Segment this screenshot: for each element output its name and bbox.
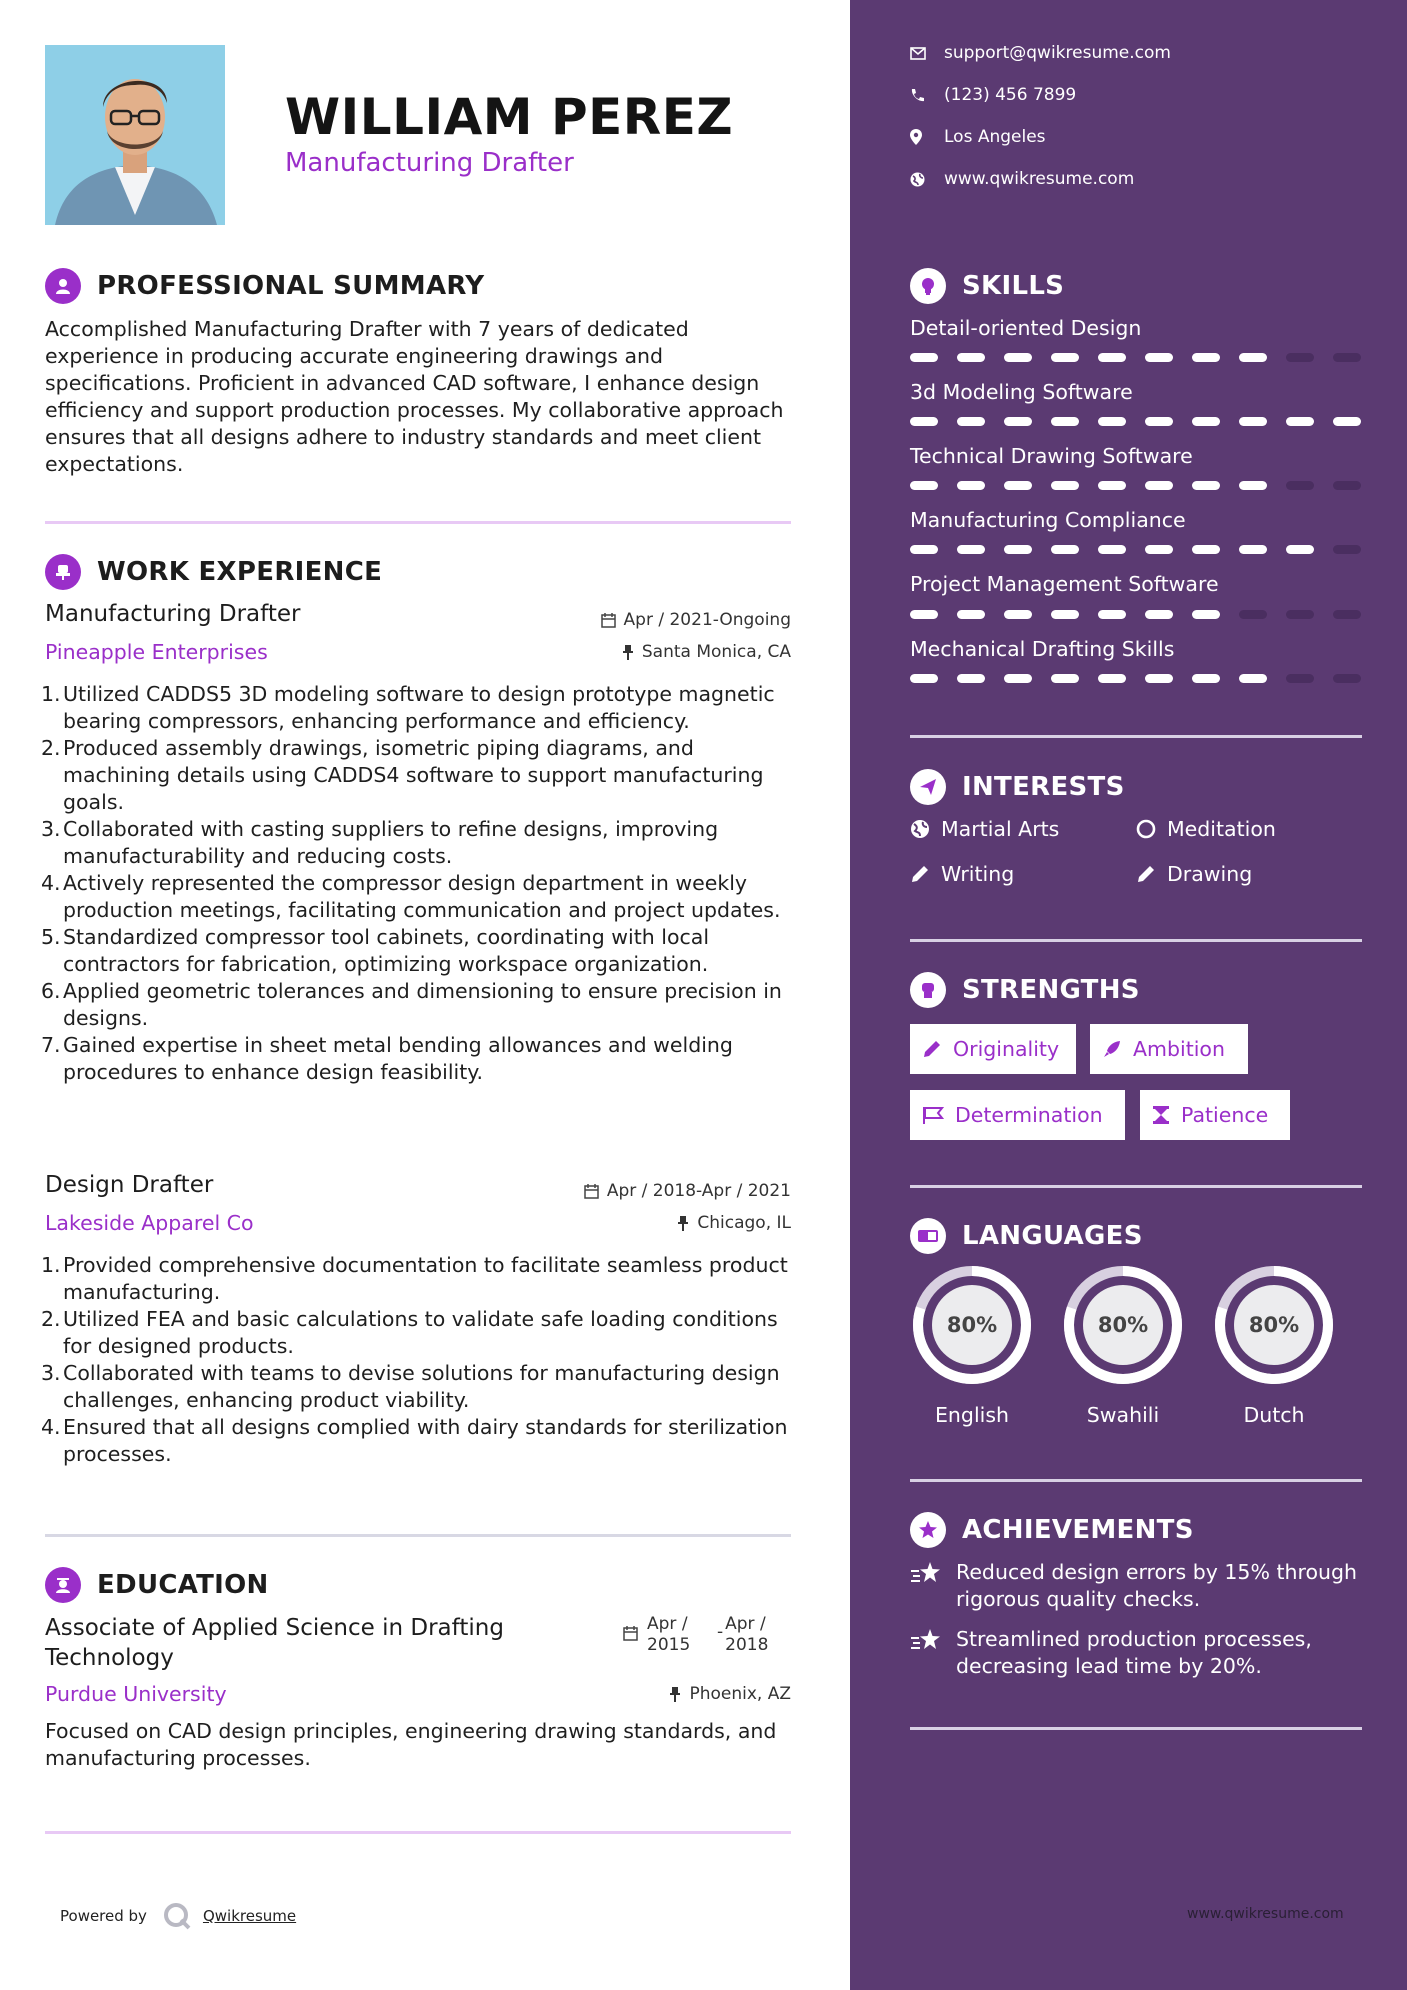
skill-dot-filled [910, 674, 938, 683]
strength-label: Ambition [1133, 1037, 1225, 1061]
achievement-item [910, 1559, 1380, 1613]
edu-dash: - [717, 1622, 724, 1642]
skill-dot-empty [1333, 545, 1361, 554]
skill-dot-filled [957, 674, 985, 683]
paper-plane-icon [910, 769, 946, 805]
languages-title: LANGUAGES [962, 1221, 1143, 1251]
strengths-heading [910, 972, 1140, 1008]
achievements-heading [910, 1512, 1194, 1548]
lightbulb-icon [910, 268, 946, 304]
contact-phone-text: (123) 456 7899 [944, 85, 1077, 105]
skill-dot-filled [1004, 417, 1032, 426]
divider [45, 521, 791, 524]
pencil-icon [910, 864, 930, 884]
divider [45, 1534, 791, 1537]
language-ring [910, 1263, 1034, 1387]
education-dates [623, 1614, 768, 1656]
job-dates-text: Apr / 2018-Apr / 2021 [606, 1181, 791, 1201]
globe-icon [910, 172, 925, 187]
skill-dot-filled [1239, 481, 1267, 490]
language-percent: 80% [1097, 1313, 1149, 1337]
interest-label: Martial Arts [941, 817, 1060, 841]
divider [910, 939, 1362, 942]
job-dates [584, 1181, 791, 1201]
skill-rating [910, 674, 1361, 683]
job-bullets [41, 681, 800, 1086]
language-ring [1212, 1263, 1336, 1387]
education-title: EDUCATION [97, 1570, 269, 1600]
skill-dot-filled [1051, 674, 1079, 683]
skill-dot-empty [1333, 610, 1361, 619]
user-icon [45, 268, 81, 304]
school-name: Purdue University [45, 1682, 227, 1706]
skill-dot-empty [1333, 353, 1361, 362]
skill-dot-filled [1145, 417, 1173, 426]
summary-heading [45, 268, 484, 304]
pencil-icon [1136, 864, 1156, 884]
skill-dot-filled [1098, 417, 1126, 426]
skill-dot-filled [1192, 353, 1220, 362]
list-item: 7. Gained expertise in sheet metal bending allowances and welding procedures to enhance design feasibility. [41, 1033, 733, 1084]
divider [910, 735, 1362, 738]
powered-by [60, 1902, 296, 1930]
job-location [677, 1213, 791, 1233]
job-dates [601, 610, 791, 630]
strength-chip [1140, 1090, 1290, 1140]
languages-heading [910, 1218, 1143, 1254]
skill-dot-filled [1051, 417, 1079, 426]
language-item [1061, 1263, 1185, 1427]
interest-item [1136, 862, 1252, 886]
translate-icon [910, 1218, 946, 1254]
achievement-item [910, 1626, 1380, 1680]
contact-location [910, 127, 1046, 147]
skill-name: Technical Drawing Software [910, 444, 1193, 468]
interest-label: Meditation [1167, 817, 1276, 841]
pin-icon [622, 645, 634, 660]
job-title: Design Drafter [45, 1172, 214, 1198]
contact-website-text: www.qwikresume.com [944, 169, 1135, 189]
skill-dot-filled [1286, 417, 1314, 426]
achievement-text: Streamlined production processes, decreasing lead time by 20%. [956, 1627, 1312, 1678]
candidate-title: Manufacturing Drafter [285, 148, 574, 178]
list-item: 2. Utilized FEA and basic calculations to validate safe loading conditions for designed products. [41, 1307, 778, 1358]
skill-dot-filled [1004, 610, 1032, 619]
interest-item [1136, 817, 1276, 841]
skill-name: Mechanical Drafting Skills [910, 637, 1175, 661]
skill-dot-empty [1286, 610, 1314, 619]
summary-text: Accomplished Manufacturing Drafter with 7 years of dedicated experience in producing accurate engineering drawings and specifications. Proficient in advanced CAD software, I enhance design efficiency and support production processes. My collaborative approach ensures that all designs adhere to industry standards and meet client expectations. [45, 317, 784, 476]
job-title: Manufacturing Drafter [45, 601, 301, 627]
contact-email-text: support@qwikresume.com [944, 43, 1171, 63]
pin-icon [669, 1687, 681, 1702]
skill-dot-filled [1239, 417, 1267, 426]
skill-dot-filled [1004, 545, 1032, 554]
rocket-icon [1102, 1039, 1122, 1059]
achievement-text: Reduced design errors by 15% through rigorous quality checks. [956, 1560, 1357, 1611]
skill-rating [910, 353, 1361, 362]
sidebar [850, 0, 1407, 1990]
skill-dot-empty [1286, 353, 1314, 362]
pencil-icon [922, 1039, 942, 1059]
skill-dot-empty [1333, 674, 1361, 683]
achievements-title: ACHIEVEMENTS [962, 1515, 1194, 1545]
skill-dot-filled [1192, 545, 1220, 554]
interest-label: Drawing [1167, 862, 1253, 886]
interests-heading [910, 769, 1125, 805]
job-company: Lakeside Apparel Co [45, 1211, 254, 1235]
language-percent: 80% [1248, 1313, 1300, 1337]
skill-dot-filled [1051, 545, 1079, 554]
skill-dot-filled [1051, 610, 1079, 619]
skill-dot-filled [1098, 353, 1126, 362]
work-title: WORK EXPERIENCE [97, 557, 383, 587]
skill-dot-empty [1239, 610, 1267, 619]
job-location [622, 642, 791, 662]
language-item [910, 1263, 1034, 1427]
degree-title: Associate of Applied Science in Drafting Technology [45, 1615, 504, 1671]
globe-icon [910, 819, 930, 839]
graduation-icon [45, 1567, 81, 1603]
qwikresume-logo-icon [163, 1902, 191, 1930]
skill-dot-filled [910, 353, 938, 362]
mail-icon [910, 47, 926, 60]
briefcase-icon [45, 554, 81, 590]
list-item: 3. Collaborated with casting suppliers to refine designs, improving manufacturability and reducing costs. [41, 817, 719, 868]
contact-website[interactable] [910, 169, 1134, 189]
skill-dot-filled [957, 481, 985, 490]
skill-dot-filled [957, 353, 985, 362]
edu-start: Apr / 2015 [647, 1614, 691, 1655]
skill-dot-filled [1239, 674, 1267, 683]
interest-item [910, 817, 1059, 841]
skill-dot-filled [957, 610, 985, 619]
location-pin-icon [910, 129, 922, 145]
circle-icon [1136, 819, 1156, 839]
skill-dot-filled [1004, 481, 1032, 490]
skill-dot-empty [1286, 481, 1314, 490]
skill-dot-filled [1051, 353, 1079, 362]
list-item: 6. Applied geometric tolerances and dimensioning to ensure precision in designs. [41, 979, 782, 1030]
skill-dot-filled [1239, 545, 1267, 554]
list-item: 4. Actively represented the compressor design department in weekly production meetings, facilitating communication and project updates. [41, 871, 781, 922]
skill-dot-filled [1145, 481, 1173, 490]
contact-location-text: Los Angeles [944, 127, 1046, 147]
skill-dot-filled [1239, 353, 1267, 362]
education-text: Focused on CAD design principles, engineering drawing standards, and manufacturing processes. [45, 1719, 777, 1770]
skill-name: 3d Modeling Software [910, 380, 1133, 404]
strength-label: Originality [953, 1037, 1060, 1061]
skill-dot-filled [910, 481, 938, 490]
list-item: 4. Ensured that all designs complied with dairy standards for sterilization processes. [41, 1415, 788, 1466]
skill-dot-filled [1286, 545, 1314, 554]
skill-dot-filled [1098, 481, 1126, 490]
skill-name: Manufacturing Compliance [910, 508, 1186, 532]
skill-dot-filled [1145, 674, 1173, 683]
shooting-star-icon [910, 1561, 942, 1585]
footer-url[interactable]: www.qwikresume.com [1187, 1906, 1344, 1922]
hourglass-icon [1152, 1105, 1170, 1125]
strength-chip [1090, 1024, 1248, 1074]
skill-dot-filled [1192, 674, 1220, 683]
skill-dot-filled [1004, 353, 1032, 362]
skill-rating [910, 481, 1361, 490]
star-badge-icon [910, 1512, 946, 1548]
calendar-icon [623, 1626, 638, 1641]
skill-name: Detail-oriented Design [910, 316, 1142, 340]
skill-dot-filled [1192, 481, 1220, 490]
strength-chip [910, 1090, 1125, 1140]
skill-dot-filled [1192, 610, 1220, 619]
strength-chip [910, 1024, 1076, 1074]
work-heading [45, 554, 382, 590]
divider [910, 1727, 1362, 1730]
skill-dot-filled [957, 545, 985, 554]
skill-dot-filled [910, 417, 938, 426]
skill-dot-filled [1145, 545, 1173, 554]
profile-photo [45, 45, 225, 225]
list-item: 2. Produced assembly drawings, isometric piping diagrams, and machining details using CADDS4 software to support manufacturing goals. [41, 736, 764, 814]
skills-heading [910, 268, 1064, 304]
skill-dot-filled [1004, 674, 1032, 683]
skill-rating [910, 610, 1361, 619]
skill-dot-filled [910, 545, 938, 554]
language-name: Swahili [1086, 1403, 1160, 1427]
qwikresume-link[interactable]: Qwikresume [202, 1907, 297, 1925]
skill-dot-filled [1333, 417, 1361, 426]
skill-rating [910, 545, 1361, 554]
strengths-title: STRENGTHS [962, 975, 1140, 1005]
interest-label: Writing [941, 862, 1015, 886]
skill-name: Project Management Software [910, 572, 1219, 596]
contact-phone[interactable] [910, 85, 1076, 105]
strength-label: Determination [955, 1103, 1103, 1127]
job-dates-text: Apr / 2021-Ongoing [623, 610, 791, 630]
language-name: English [934, 1403, 1010, 1427]
job-location-text: Santa Monica, CA [641, 642, 791, 662]
divider [910, 1479, 1362, 1482]
fist-icon [910, 972, 946, 1008]
candidate-name: WILLIAM PEREZ [285, 88, 734, 146]
job-company: Pineapple Enterprises [45, 640, 268, 664]
language-ring [1061, 1263, 1185, 1387]
divider [910, 1185, 1362, 1188]
skill-dot-empty [1286, 674, 1314, 683]
list-item: 5. Standardized compressor tool cabinets, coordinating with local contractors for fabrication, optimizing workspace organization. [41, 925, 710, 976]
summary-title: PROFESSIONAL SUMMARY [97, 271, 485, 301]
education-location-text: Phoenix, AZ [689, 1684, 791, 1704]
pin-icon [677, 1216, 689, 1231]
list-item: 1. Provided comprehensive documentation to facilitate seamless product manufacturing. [41, 1253, 788, 1304]
skill-dot-filled [1145, 353, 1173, 362]
skill-dot-filled [1098, 674, 1126, 683]
interest-item [910, 862, 1014, 886]
education-heading [45, 1567, 269, 1603]
powered-by-label: Powered by [60, 1907, 147, 1925]
calendar-icon [584, 1184, 599, 1199]
contact-email[interactable] [910, 43, 1171, 63]
job-location-text: Chicago, IL [697, 1213, 791, 1233]
skill-dot-filled [1192, 417, 1220, 426]
skill-rating [910, 417, 1361, 426]
strength-label: Patience [1181, 1103, 1269, 1127]
language-item [1212, 1263, 1336, 1427]
divider [45, 1831, 791, 1834]
skills-title: SKILLS [962, 271, 1065, 301]
education-location [669, 1684, 791, 1704]
skill-dot-empty [1333, 481, 1361, 490]
skill-dot-filled [1098, 610, 1126, 619]
list-item: 3. Collaborated with teams to devise solutions for manufacturing design challenges, enhancing product viability. [41, 1361, 780, 1412]
skill-dot-filled [910, 610, 938, 619]
job-bullets [41, 1252, 800, 1468]
skill-dot-filled [1145, 610, 1173, 619]
flag-icon [922, 1105, 944, 1125]
shooting-star-icon [910, 1628, 942, 1652]
language-percent: 80% [946, 1313, 998, 1337]
list-item: 1. Utilized CADDS5 3D modeling software to design prototype magnetic bearing compressors, enhancing performance and efficiency. [41, 682, 775, 733]
calendar-icon [601, 613, 616, 628]
skill-dot-filled [1098, 545, 1126, 554]
skill-dot-filled [957, 417, 985, 426]
phone-icon [910, 88, 925, 103]
skill-dot-filled [1051, 481, 1079, 490]
interests-title: INTERESTS [962, 772, 1125, 802]
edu-end: Apr / 2018 [725, 1614, 769, 1655]
language-name: Dutch [1243, 1403, 1305, 1427]
